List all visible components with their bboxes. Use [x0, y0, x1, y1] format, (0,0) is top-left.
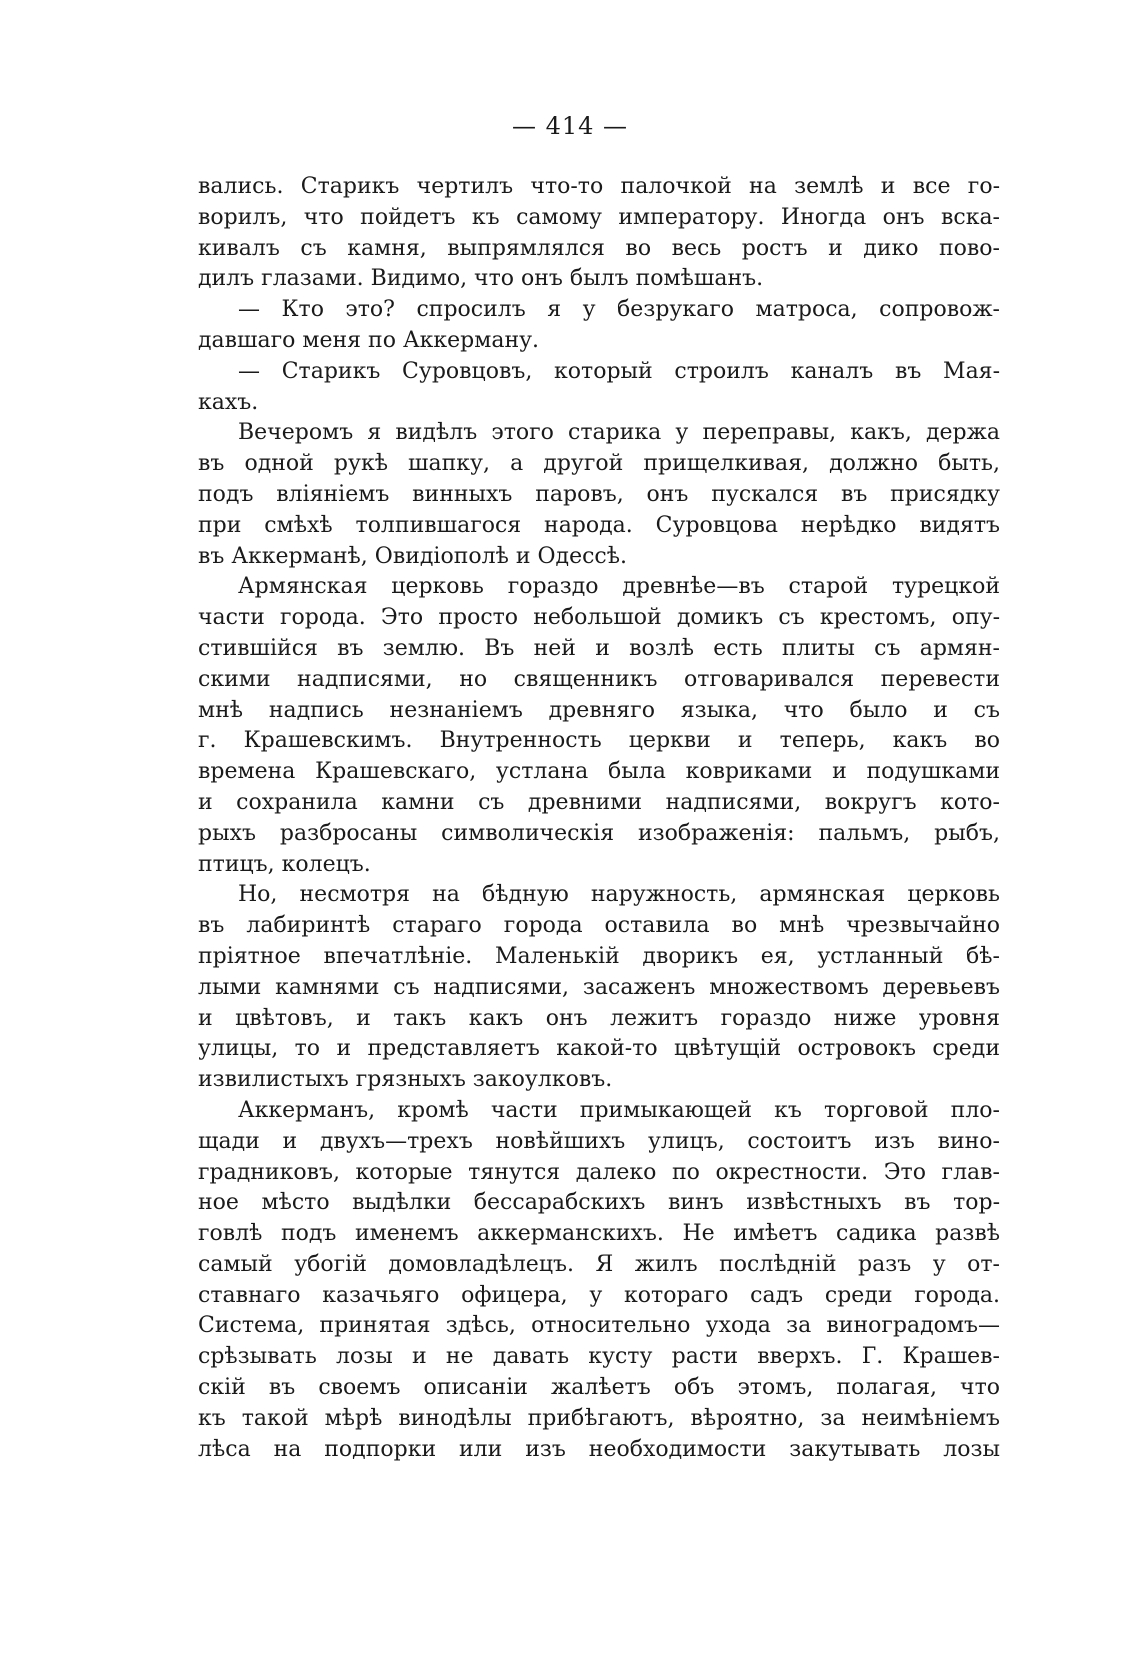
- page-number: — 414 —: [511, 112, 629, 140]
- text-line: — Кто это? спросилъ я у безрукаго матроса, сопровож-: [238, 297, 1000, 323]
- text-line: щади и двухъ—трехъ новѣйшихъ улицъ, состоитъ изъ вино-: [198, 1128, 1000, 1154]
- text-line: мнѣ надпись незнаніемъ древняго языка, что было и съ: [198, 697, 1000, 723]
- text-line: стившійся въ землю. Въ ней и возлѣ есть плиты съ армян-: [198, 635, 1000, 661]
- text-line: самый убогій домовладѣлецъ. Я жилъ послѣдній разъ у от-: [198, 1251, 1000, 1277]
- text-line: Но, несмотря на бѣдную наружность, армянская церковь: [238, 882, 1000, 908]
- text-line: Система, принятая здѣсь, относительно ухода за виноградомъ—: [198, 1313, 1000, 1339]
- text-line: въ одной рукѣ шапку, а другой прищелкивая, должно быть,: [198, 451, 1000, 477]
- text-line: срѣзывать лозы и не давать кусту расти вверхъ. Г. Крашев-: [198, 1344, 1000, 1370]
- text-line: кивалъ съ камня, выпрямлялся во весь ростъ и дико пово-: [198, 235, 1000, 261]
- text-line: подъ вліяніемъ винныхъ паровъ, онъ пускался въ присядку: [198, 481, 1000, 507]
- text-line: ворилъ, что пойдетъ къ самому императору. Иногда онъ вска-: [198, 204, 1000, 230]
- body-text: [198, 172, 1000, 1465]
- text-line: Армянская церковь гораздо древнѣе—въ старой турецкой: [238, 574, 1000, 600]
- text-line: дилъ глазами. Видимо, что онъ былъ помѣшанъ.: [198, 266, 764, 292]
- text-line: кахъ.: [198, 389, 259, 415]
- text-line: ставнаго казачьяго офицера, у котораго садъ среди города.: [198, 1282, 1000, 1308]
- text-line: градниковъ, которые тянутся далеко по окрестности. Это глав-: [198, 1159, 1000, 1185]
- text-line: — Старикъ Суровцовъ, который строилъ каналъ въ Мая-: [238, 358, 1000, 384]
- text-line: скій въ своемъ описаніи жалѣетъ объ этомъ, полагая, что: [198, 1375, 1000, 1401]
- text-line: въ лабиринтѣ стараго города оставила во мнѣ чрезвычайно: [198, 913, 1000, 939]
- text-line: говлѣ подъ именемъ аккерманскихъ. Не имѣетъ садика развѣ: [198, 1221, 1000, 1247]
- text-line: вались. Старикъ чертилъ что-то палочкой на землѣ и все го-: [198, 174, 1000, 199]
- text-line: части города. Это просто небольшой домикъ съ крестомъ, опу-: [198, 605, 1000, 631]
- text-line: лыми камнями съ надписями, засаженъ множествомъ деревьевъ: [198, 974, 1000, 1000]
- text-line: лѣса на подпорки или изъ необходимости закутывать лозы: [198, 1436, 1000, 1462]
- text-line: рыхъ разбросаны символическія изображенія: пальмъ, рыбъ,: [198, 820, 1000, 846]
- text-line: улицы, то и представляетъ какой-то цвѣтущій островокъ среди: [198, 1036, 1000, 1062]
- text-line: при смѣхѣ толпившагося народа. Суровцова нерѣдко видятъ: [198, 512, 1000, 538]
- text-line: времена Крашевскаго, устлана была ковриками и подушками: [198, 759, 1000, 785]
- text-line: извилистыхъ грязныхъ закоулковъ.: [198, 1067, 613, 1093]
- text-line: давшаго меня по Аккерману.: [198, 327, 540, 353]
- text-line: пріятное впечатлѣніе. Маленькій дворикъ ея, устланный бѣ-: [198, 943, 1000, 969]
- text-line: и цвѣтовъ, и такъ какъ онъ лежитъ гораздо ниже уровня: [198, 1005, 1000, 1031]
- text-line: Аккерманъ, кромѣ части примыкающей къ торговой пло-: [238, 1097, 1000, 1123]
- text-line: г. Крашевскимъ. Внутренность церкви и теперь, какъ во: [198, 728, 1000, 754]
- text-line: ное мѣсто выдѣлки бессарабскихъ винъ извѣстныхъ въ тор-: [198, 1190, 1000, 1216]
- text-line: къ такой мѣрѣ винодѣлы прибѣгаютъ, вѣроятно, за неимѣніемъ: [198, 1405, 1000, 1431]
- text-line: скими надписями, но священникъ отговаривался перевести: [198, 666, 1000, 692]
- text-line: Вечеромъ я видѣлъ этого старика у переправы, какъ, держа: [238, 420, 1000, 446]
- text-line: и сохранила камни съ древними надписями, вокругъ кото-: [198, 789, 1000, 815]
- text-line: птицъ, колецъ.: [198, 851, 371, 877]
- text-line: въ Аккерманѣ, Овидіополѣ и Одессѣ.: [198, 543, 627, 569]
